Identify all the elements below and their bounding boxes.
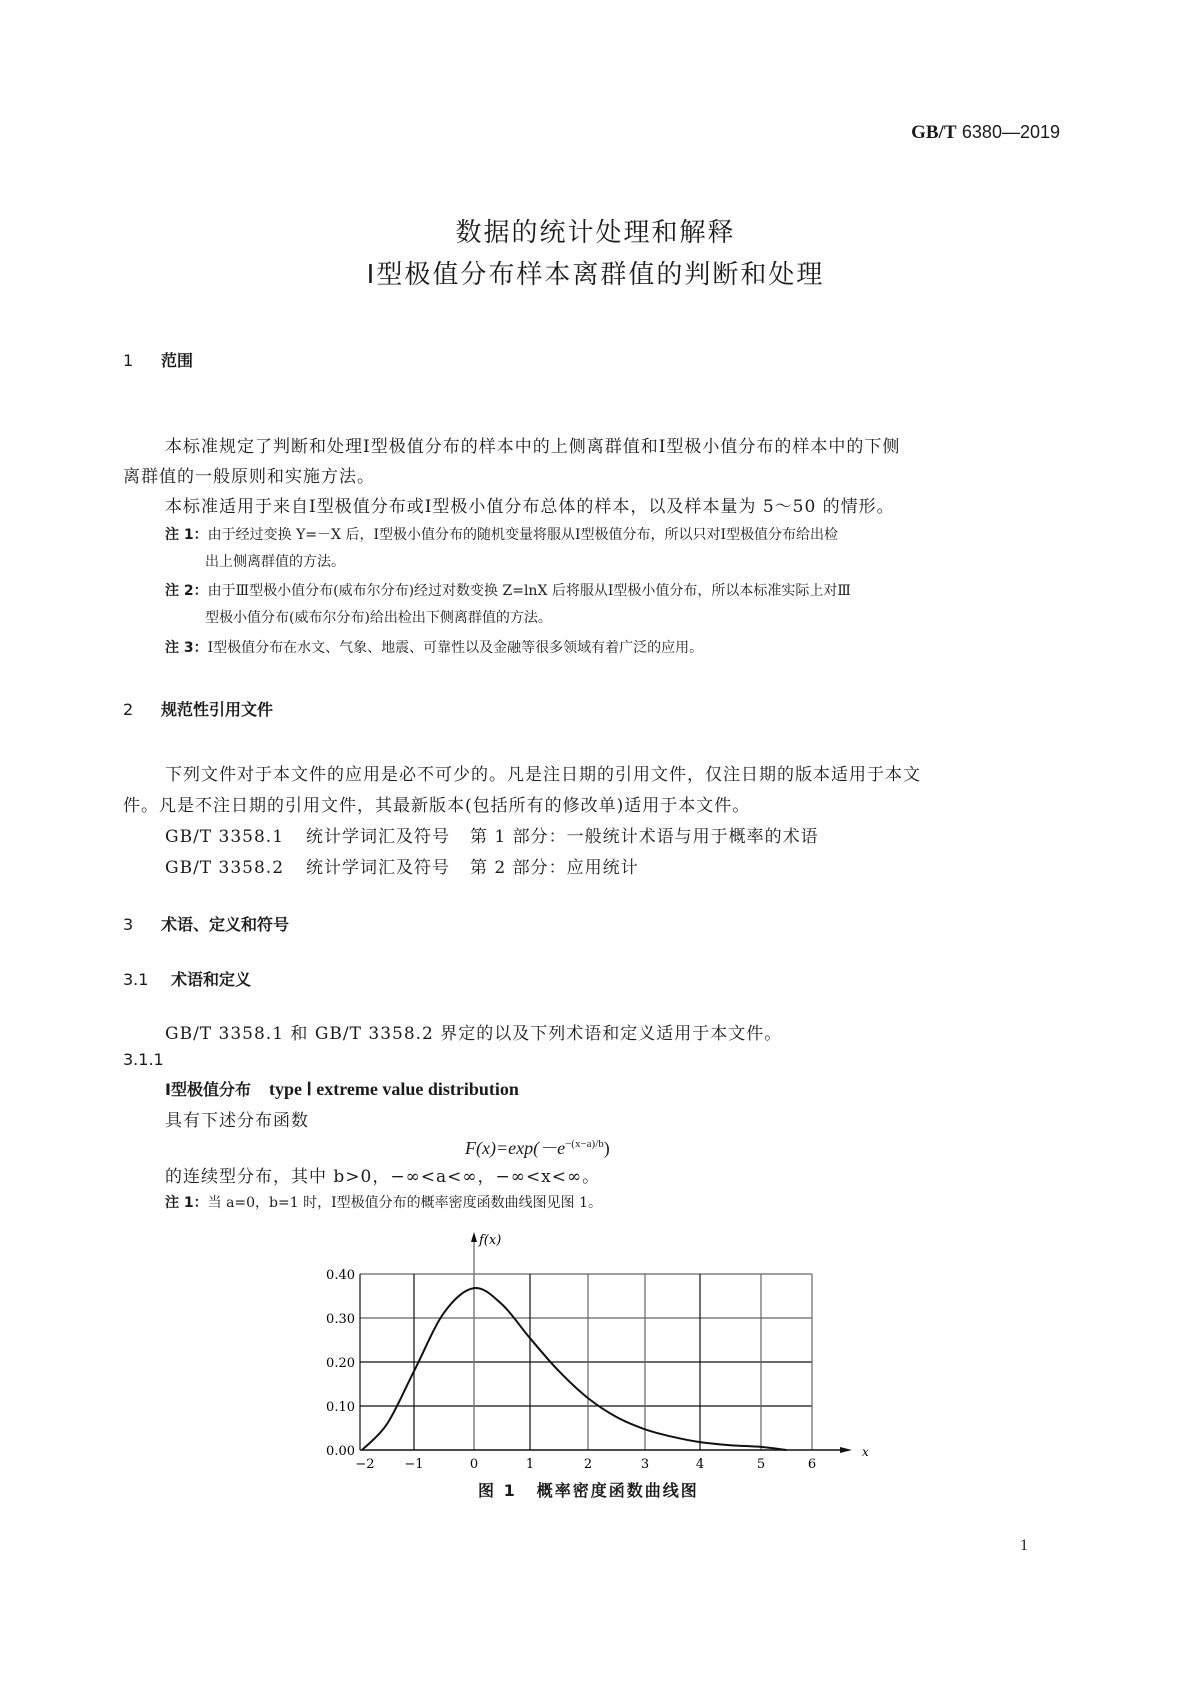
svg-text:0.30: 0.30	[326, 1312, 355, 1327]
svg-text:0.40: 0.40	[326, 1268, 355, 1283]
definition-intro: 具有下述分布函数	[165, 1111, 309, 1131]
svg-text:6: 6	[807, 1457, 817, 1472]
y-axis-label: f(x)	[479, 1233, 502, 1248]
reference-1: GB/T 3358.1 统计学词汇及符号 第 1 部分：一般统计术语与用于概率的术语	[165, 827, 819, 847]
reference-2: GB/T 3358.2 统计学词汇及符号 第 2 部分：应用统计	[165, 858, 639, 878]
x-axis-label: x	[862, 1445, 869, 1459]
section-3-1-para: GB/T 3358.1 和 GB/T 3358.2 界定的以及下列术语和定义适用于本文件。	[165, 1024, 783, 1044]
section-2-para-line1: 下列文件对于本文件的应用是必不可少的。凡是注日期的引用文件，仅注日期的版本适用于本文	[165, 765, 921, 785]
note-1: 注 1：由于经过变换 Y=－X 后，Ⅰ型极小值分布的随机变量将服从Ⅰ型极值分布，所以只对Ⅰ型极值分布给出检	[165, 527, 839, 543]
standard-number: 6380—2019	[961, 122, 1060, 142]
chart-grid	[360, 1274, 812, 1450]
x-axis-arrow-icon	[840, 1447, 852, 1453]
svg-text:1: 1	[525, 1457, 535, 1472]
svg-text:3: 3	[640, 1457, 650, 1472]
pdf-curve	[362, 1288, 787, 1450]
section-2-para-line2: 件。凡是不注日期的引用文件，其最新版本(包括所有的修改单)适用于本文件。	[123, 796, 751, 816]
svg-text:−1: −1	[404, 1457, 424, 1472]
note-1-line2: 出上侧离群值的方法。	[205, 554, 345, 570]
term-note-1: 注 1：当 a=0，b=1 时，Ⅰ型极值分布的概率密度函数曲线图见图 1。	[165, 1195, 602, 1211]
svg-text:0.20: 0.20	[326, 1356, 355, 1371]
standard-prefix: GB/T	[911, 122, 957, 143]
note-2: 注 2：由于Ⅲ型极小值分布(威布尔分布)经过对数变换 Z=lnX 后将服从Ⅰ型极小值分布，所以本标准实际上对Ⅲ	[165, 583, 851, 599]
svg-text:0.10: 0.10	[326, 1400, 355, 1415]
svg-text:0: 0	[469, 1457, 479, 1472]
note-2-line2: 型极小值分布(威布尔分布)给出检出下侧离群值的方法。	[205, 610, 552, 626]
page-number: 1	[1020, 1537, 1028, 1554]
standard-code	[911, 122, 1060, 144]
definition-tail: 的连续型分布，其中 b>0，−∞<a<∞，−∞<x<∞。	[165, 1167, 601, 1187]
y-axis-arrow-icon	[471, 1232, 477, 1242]
section-2-heading: 2 规范性引用文件	[123, 700, 274, 719]
section-3-heading: 3 术语、定义和符号	[123, 915, 290, 934]
note-3: 注 3：Ⅰ型极值分布在水文、气象、地震、可靠性以及金融等很多领域有着广泛的应用。	[165, 640, 704, 656]
section-1-para1-line1: 本标准规定了判断和处理Ⅰ型极值分布的样本中的上侧离群值和Ⅰ型极小值分布的样本中的下侧	[165, 437, 901, 457]
term-heading: Ⅰ型极值分布 type Ⅰ extreme value distribution	[165, 1079, 519, 1099]
svg-text:2: 2	[583, 1457, 593, 1472]
distribution-formula: $F(x)=\exp(-e^{-(x-a)/b})$	[465, 1138, 610, 1158]
figure-caption: 图 1 概率密度函数曲线图	[478, 1481, 699, 1500]
x-tick-labels	[355, 1457, 816, 1472]
section-1-para2: 本标准适用于来自Ⅰ型极值分布或Ⅰ型极小值分布总体的样本，以及样本量为 5～50 的情形。	[165, 497, 895, 517]
section-1-para1-line2: 离群值的一般原则和实施方法。	[123, 467, 375, 487]
term-number: 3.1.1	[123, 1050, 164, 1069]
svg-text:−2: −2	[355, 1457, 375, 1472]
document-title-line2: Ⅰ型极值分布样本离群值的判断和处理	[366, 260, 825, 290]
pdf-chart	[300, 1225, 880, 1475]
svg-text:5: 5	[756, 1457, 766, 1472]
svg-text:0.00: 0.00	[326, 1444, 355, 1459]
svg-text:4: 4	[695, 1457, 705, 1472]
section-3-1-heading: 3.1 术语和定义	[123, 970, 252, 989]
y-tick-labels	[326, 1268, 355, 1459]
document-title-line1: 数据的统计处理和解释	[455, 218, 736, 248]
section-1-heading: 1 范围	[123, 351, 194, 370]
